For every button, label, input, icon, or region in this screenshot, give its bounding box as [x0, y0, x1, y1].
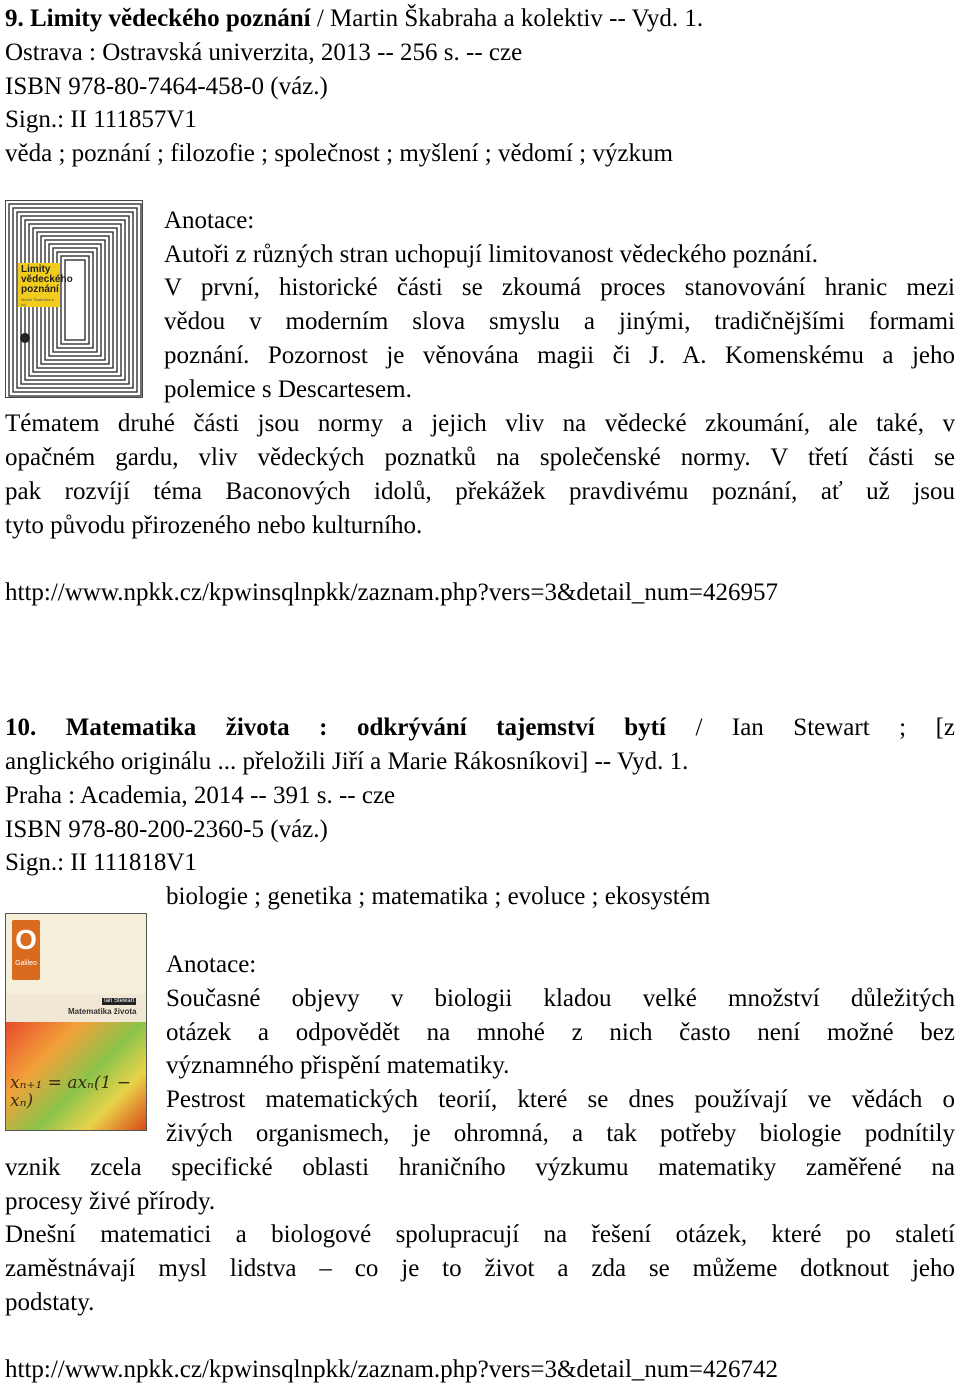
record-number: 10.: [5, 714, 37, 741]
body-line: Dnešní matematici a biologové spolupracují na řešení otázek, které po staletí: [5, 1221, 955, 1248]
record-9-heading: [5, 2, 703, 36]
book-cover-image: [5, 200, 143, 398]
annotation-line: vědou v moderním slova smyslu a jinými, tradičnějšími formami: [164, 308, 955, 335]
record-keywords: věda ; poznání ; filozofie ; společnost ; myšlení ; vědomí ; výzkum: [5, 140, 673, 167]
record-signature: Sign.: II 111857V1: [5, 106, 197, 133]
cover-equation: xₙ₊₁ = axₙ(1 − xₙ): [10, 1073, 132, 1111]
annotation-line: V první, historické části se zkoumá proces stanovování hranic mezi: [164, 274, 955, 301]
record-number: 9.: [5, 5, 24, 32]
annotation-line: Autoři z různých stran uchopují limitovanost vědeckého poznání.: [164, 241, 818, 268]
record-responsibility-cont: anglického originálu ... přeložili Jiří a Marie Rákosníkovi] -- Vyd. 1.: [5, 748, 689, 775]
annotation-label: Anotace:: [166, 951, 257, 978]
body-line: Tématem druhé části jsou normy a jejich vliv na vědecké zkoumání, ale také, v: [5, 410, 955, 437]
annotation-label: Anotace:: [164, 207, 255, 234]
record-keywords: biologie ; genetika ; matematika ; evoluce ; ekosystém: [166, 883, 711, 910]
record-responsibility: / Ian Stewart ; [z: [695, 714, 956, 741]
record-title: Matematika života : odkrývání tajemství bytí: [65, 714, 666, 741]
body-line: procesy živé přírody.: [5, 1188, 216, 1215]
record-publication: Praha : Academia, 2014 -- 391 s. -- cze: [5, 782, 396, 809]
body-line: pak rozvíjí téma Baconových idolů, překážek pravdivému poznání, ať už jsou: [5, 478, 955, 505]
body-line: tyto původu přirozeného nebo kulturního.: [5, 512, 423, 539]
record-publication: Ostrava : Ostravská univerzita, 2013 -- 256 s. -- cze: [5, 39, 523, 66]
cover-author: Ian Stewart: [104, 998, 135, 1004]
record-signature: Sign.: II 111818V1: [5, 849, 197, 876]
record-isbn: ISBN 978-80-7464-458-0 (váz.): [5, 73, 328, 100]
cover-subtitle: Martin Škabraha a kol.: [21, 297, 54, 307]
body-line: zaměstnávají mysl lidstva – co je to život a zda se můžeme dotknout jeho: [5, 1255, 955, 1282]
publisher-logo-icon: [20, 333, 30, 343]
annotation-line: živých organismech, je ohromná, a tak potřeby biologie podnítily: [166, 1120, 955, 1147]
annotation-line: poznání. Pozornost je věnována magii či J. A. Komenskému a jeho: [164, 342, 955, 369]
cover-title-line: vědeckého: [21, 274, 73, 285]
cover-title-box: [18, 263, 73, 307]
cover-title-line: Limity: [21, 264, 51, 275]
record-isbn: ISBN 978-80-200-2360-5 (váz.): [5, 816, 328, 843]
annotation-line: otázek a odpovědět na mnohé z nich často není možné bez: [166, 1019, 955, 1046]
body-line: opačném gardu, vliv vědeckých poznatků na společenské normy. V třetí části se: [5, 444, 955, 471]
record-title: Limity vědeckého poznání: [30, 5, 311, 32]
book-cover-image: [5, 913, 147, 1131]
annotation-line: Současné objevy v biologii kladou velké množství důležitých: [166, 985, 955, 1012]
series-badge: [12, 920, 40, 980]
record-responsibility: / Martin Škabraha a kolektiv -- Vyd. 1.: [316, 5, 704, 32]
body-line: podstaty.: [5, 1289, 95, 1316]
record-link[interactable]: http://www.npkk.cz/kpwinsqlnpkk/zaznam.php?vers=3&detail_num=426957: [5, 579, 778, 606]
body-line: vznik zcela specifické oblasti hraničního výzkumu matematiky zaměřené na: [5, 1154, 955, 1181]
series-name: Galileo: [15, 960, 37, 967]
annotation-line: významného přispění matematiky.: [166, 1052, 510, 1079]
annotation-line: Pestrost matematických teorií, které se dnes používají ve vědách o: [166, 1086, 955, 1113]
record-link[interactable]: http://www.npkk.cz/kpwinsqlnpkk/zaznam.php?vers=3&detail_num=426742: [5, 1356, 778, 1383]
record-10-heading: [5, 711, 955, 745]
series-logo-icon: O: [15, 924, 37, 955]
cover-title-line: poznání: [21, 284, 59, 295]
annotation-line: polemice s Descartesem.: [164, 376, 412, 403]
cover-title: Matematika života: [68, 1007, 137, 1016]
